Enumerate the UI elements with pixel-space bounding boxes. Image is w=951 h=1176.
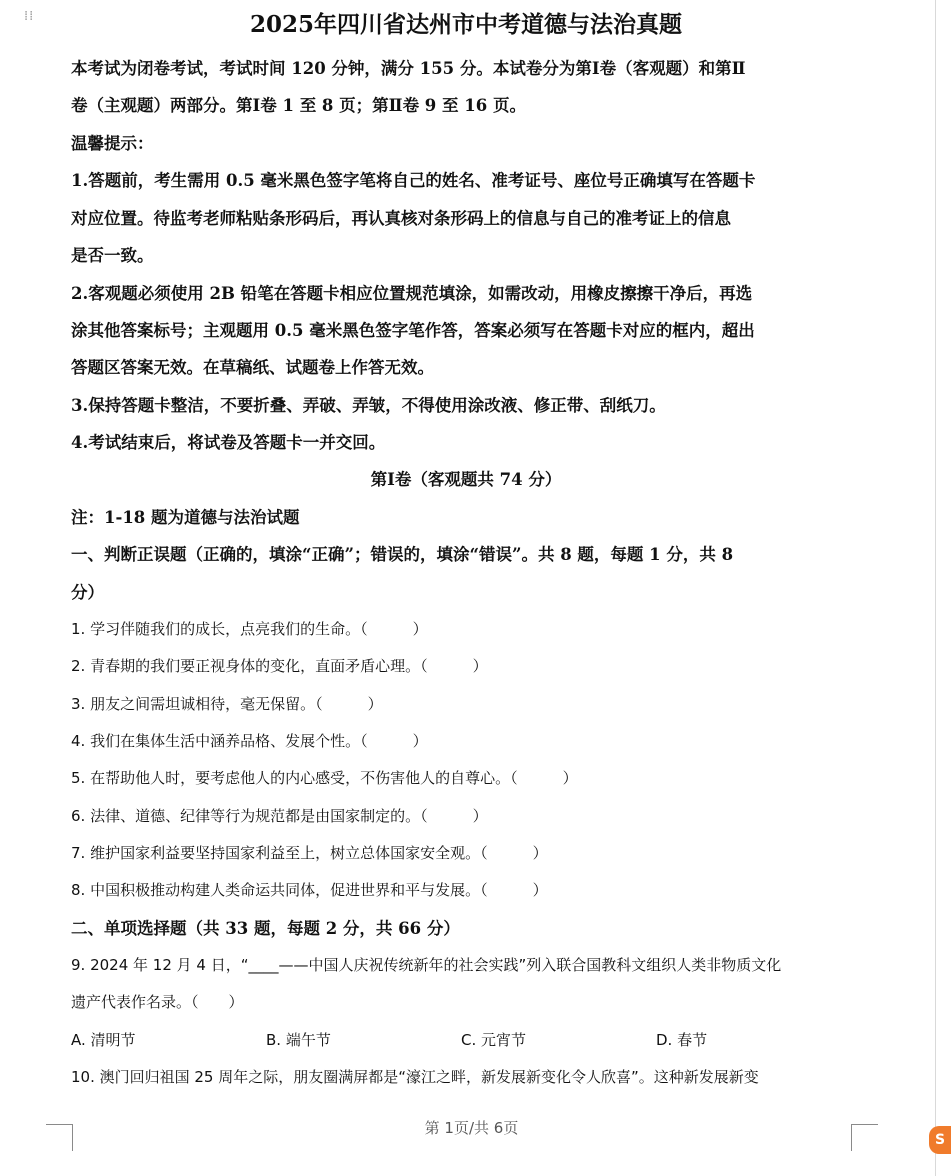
intro-line: 本考试为闭卷考试，考试时间 120 分钟，满分 155 分。本试卷分为第Ⅰ卷（客观题）和第Ⅱ	[71, 59, 746, 78]
tips-heading: 温馨提示：	[71, 134, 154, 153]
section2-heading: 二、单项选择题（共 33 题，每题 2 分，共 66 分）	[71, 919, 460, 938]
judgement-item: 8. 中国积极推动构建人类命运共同体，促进世界和平与发展。（ ）	[71, 881, 548, 899]
option-c: C. 元宵节	[461, 1031, 527, 1049]
tip-line: 3.保持答题卡整洁，不要折叠、弄破、弄皱，不得使用涂改液、修正带、刮纸刀。	[71, 396, 666, 415]
note-line: 注：1-18 题为道德与法治试题	[71, 508, 300, 527]
option-a: A. 清明节	[71, 1031, 136, 1049]
judgement-item: 1. 学习伴随我们的成长，点亮我们的生命。（ ）	[71, 620, 428, 638]
tip-line: 2.客观题必须使用 2B 铅笔在答题卡相应位置规范填涂，如需改动，用橡皮擦擦干净后，再选	[71, 284, 753, 303]
tip-line: 是否一致。	[71, 246, 154, 265]
judgement-item: 6. 法律、道德、纪律等行为规范都是由国家制定的。（ ）	[71, 807, 488, 825]
question-10-line: 10. 澳门回归祖国 25 周年之际，朋友圈满屏都是“濠江之畔，新发展新变化令人欣喜”。这种新发展新变	[71, 1068, 759, 1086]
section1-heading: 一、判断正误题（正确的，填涂“正确”；错误的，填涂“错误”。共 8 题，每题 1 分，共 8	[71, 545, 734, 564]
assistant-float-icon[interactable]: S	[929, 1126, 951, 1154]
judgement-item: 5. 在帮助他人时，要考虑他人的内心感受，不伤害他人的自尊心。（ ）	[71, 769, 578, 787]
tip-line: 答题区答案无效。在草稿纸、试题卷上作答无效。	[71, 358, 434, 377]
judgement-item: 7. 维护国家利益要坚持国家利益至上，树立总体国家安全观。（ ）	[71, 844, 548, 862]
section1-heading: 分）	[71, 583, 104, 602]
question-9-line: 9. 2024 年 12 月 4 日，“____——中国人庆祝传统新年的社会实践”列入联合国教科文组织人类非物质文化	[71, 956, 782, 974]
page-title: 2025年四川省达州市中考道德与法治真题	[249, 11, 682, 38]
page-edge	[935, 0, 936, 1176]
option-d: D. 春节	[656, 1031, 708, 1049]
tip-line: 涂其他答案标号；主观题用 0.5 毫米黑色签字笔作答，答案必须写在答题卡对应的框内，超出	[71, 321, 755, 340]
part1-heading: 第Ⅰ卷（客观题共 74 分）	[370, 470, 562, 489]
tip-line: 对应位置。待监考老师粘贴条形码后，再认真核对条形码上的信息与自己的准考证上的信息	[71, 209, 731, 228]
question-9-options	[71, 1029, 861, 1053]
question-9-line: 遗产代表作名录。（ ）	[71, 993, 244, 1011]
judgement-item: 2. 青春期的我们要正视身体的变化，直面矛盾心理。（ ）	[71, 657, 488, 675]
option-b: B. 端午节	[266, 1031, 331, 1049]
judgement-item: 4. 我们在集体生活中涵养品格、发展个性。（ ）	[71, 732, 428, 750]
judgement-item: 3. 朋友之间需坦诚相待，毫无保留。（ ）	[71, 695, 383, 713]
tip-line: 1.答题前，考生需用 0.5 毫米黑色签字笔将自己的姓名、准考证号、座位号正确填写在答题卡	[71, 171, 756, 190]
crop-mark-left	[46, 1124, 73, 1151]
tip-line: 4.考试结束后，将试卷及答题卡一并交回。	[71, 433, 386, 452]
drag-handle-icon[interactable]: ⁞⁞	[24, 9, 35, 24]
crop-mark-right	[851, 1124, 878, 1151]
page-number-footer: 第 1页/共 6页	[424, 1119, 519, 1137]
intro-line: 卷（主观题）两部分。第Ⅰ卷 1 至 8 页；第Ⅱ卷 9 至 16 页。	[71, 96, 526, 115]
